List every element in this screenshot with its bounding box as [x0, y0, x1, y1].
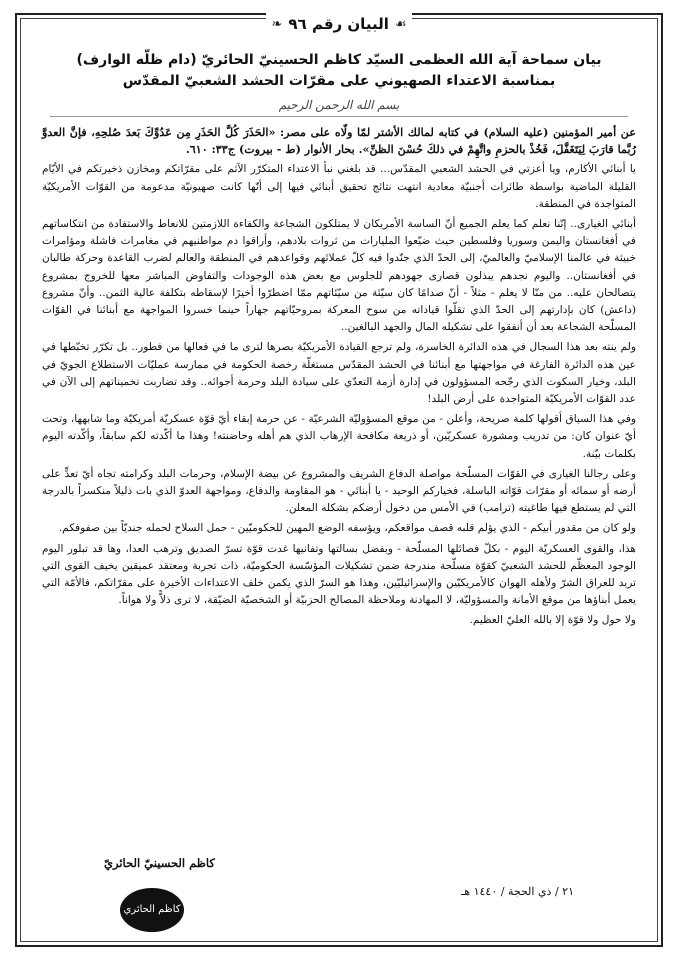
- statement-number: البيان رقم ٩٦: [288, 15, 389, 33]
- statement-number-banner: [266, 10, 412, 38]
- opening-quote: عن أمير المؤمنين (عليه السلام) في كتابه لمالك الأشتر لمّا ولّاه على مصر: «الحَذَرَ كُلَّ الحَذَرِ مِن عَدُوِّكَ بَعدَ صُلحِهِ، فإنَّ العدوَّ رُبَّما قارَبَ لِيَتَغَفَّلَ، فَخُذْ بالحزمِ واتَّهِمْ في ذلكَ حُسْنَ الظنِّ». بحار الأنوار (ط - بيروت) ج٣٣: ٦١٠.: [42, 125, 636, 157]
- signature-name: كاظم الحسينيّ الحائريّ: [104, 856, 215, 870]
- official-seal: [120, 888, 184, 932]
- paragraph: وعلى رجالنا الغيارى في القوّات المسلّحة مواصلة الدفاع الشريف والمشروع عن بيضة الإسلام، وحرمات البلد وكرامته تجاه أيّ تعدٍّ على أرضه أو سمائه أو مقرّات قوّاته الباسلة، فخياركم الوحيد - يا أبنائي - هو المقاومة والدفاع، ومواجهة العدوّ الذي بات ذليلاً منكسراً بالدرجة التي لم يستطع فيها طاغيته (ترامب) في الأمس من دخول أرضكم بشكله المعلن.: [42, 467, 636, 515]
- closing-line: ولا حول ولا قوّة إلا بالله العليّ العظيم.: [469, 614, 636, 627]
- seal-text: كاظم الحائري: [123, 904, 181, 915]
- title-line-1: بيان سماحة آية الله العظمى السيّد كاظم الحسينيّ الحائريّ (دام ظلّه الوارف): [76, 52, 602, 68]
- basmala-calligraphy: بسم الله الرحمن الرحيم: [278, 98, 400, 112]
- title-line-2: بمناسبة الاعتداء الصهيوني على مقرّات الحشد الشعبيّ المقدّس: [122, 73, 556, 89]
- title-divider: [50, 116, 628, 117]
- paragraph: هذا، والقوى العسكريّة اليوم - بكلّ فصائلها المسلّحة - وبفضل بسالتها وتفانيها غدت قوّة تسرّ الصديق وترهب العدا، وها قد تبلور اليوم الوجود المعظّم للحشد الشعبيّ كقوّة مسلّحة مندرجة ضمن تشكيلات المؤسّسة الحكوميّة، ذات تجربة ومعتقد عميقين يخيف القوى التي تريد للعراق الشرّ ولأهله الهوان كالأمريكيّين والإسرائيليّين، وهذا هو السرّ الذي يكمن خلف الاعتداءات الأخيرة على مقرّاتكم، فالأمّة التي يعمل أبناؤها من موقع الأمانة والمسؤوليّة، لا المهادنة وملاحظة المصالح الحزبيّة أو الشخصيّة الضيّقة، لا ترى ذلاًّ ولا هواناً.: [42, 542, 636, 607]
- title-block: [38, 50, 640, 92]
- statement-body: [42, 124, 636, 633]
- paragraph: وفي هذا السياق أقولها كلمة صريحة، وأعلن - من موقع المسؤوليّة الشرعيّة - عن حرمة إبقاء أيّ قوّة عسكريّة أمريكيّة وما شابهها، وتحت أيّ عنوان كان: من تدريب ومشورة عسكريّين، أو ذريعة مكافحة الإرهاب الذي هم أهله وحاضنته! وهذا ما أكّدته لكم سابقاً، وأكّدته اليوم بكلمات بيّنة.: [42, 413, 636, 460]
- paragraph: ولم ينته بعد هذا السجال في هذه الدائرة الخاسرة، ولم ترجع القيادة الأمريكيّة بصرها لترى ما في فعالها من فطور.. بل تكرّر تخبّطها في عين هذه الدائرة الفارغة في مواجهتها مع أبنائنا في الحشد المقدّس مستغلّة رخصة الحكومة في ممارسة عمليّات الاستطلاع الجويّ في البلد، وخيار السكوت الذي رجّحه المسؤولون في إدارة أزمة التعدّي على سيادة البلد وحرمة أجوائه.. وقد تضاربت تخميناتهم إلى الآن في عدد القوّات الأمريكيّة المتواجدة على أرض البلد!: [42, 341, 636, 406]
- ornament-icon: ☙: [394, 16, 407, 32]
- paragraph: ولو كان من مقدور أبيكم - الذي يؤلم قلبه قصف مواقعكم، ويؤسفه الوضع المهين للحكوميّين - حمل السلاح لحمله جنديّاً بين صفوفكم.: [58, 522, 636, 535]
- paragraph: يا أبنائي الأكارم، ويا أعزتي في الحشد الشعبي المقدّس... قد بلغني نبأ الاعتداء المتكرّر الآثم على مقرّاتكم ومخازن ذخيرتكم في الأيّام القليلة الماضية بواسطة طائرات أجنبيّة معادية انتهت نتائج تحقيق أبنائي فيها إلى أنّها كانت صهيونيّة مدعومة من القوّات الأمريكيّة المتواجدة في المنطقة.: [42, 163, 636, 210]
- statement-date: ٢١ / ذي الحجة / ١٤٤٠ هـ: [461, 885, 574, 898]
- ornament-icon: ❧: [271, 16, 283, 32]
- paragraph: أبنائي الغيارى.. إنّنا نعلم كما يعلم الجميع أنّ الساسة الأمريكان لا يمتلكون الشجاعة والكفاءة اللازمتين للانعاط والاستفادة من انتكاساتهم في أفغانستان واليمن وسوريا وفلسطين حيث ضيّعوا المليارات من ثروات بلادهم، وأراقوا دم مواطنيهم في مغامرات فاشلة ومؤامرات خبيثة في عالمنا الإسلاميّ والعالميّ، إلى الحدّ الذي جنّدوا فيه كلّ عملائهم وقواعدهم في المنطقة والعالم لضرب القاعدة وحركة طالبان في أفغانستان.. واليوم نجدهم يبذلون قصارى جهودهم للجلوس مع بعض هذه الوجودات والتفاوض المباشر معها للخروج بمشروع يتصالحان عليه.. من منّا لا يعلم - مثلاً - أنّ صدامًا كان سيّئة من سيّئاتهم ممّا اضطرّوا أخيرًا لإسقاطه بتكلفة عالية الثمن.. وأنّ مشروع (داعش) كان بإدارتهم إلى الحدّ الذي تقلّوا قياداته من سوح المعركة بمروحيّاتهم جهاراً حينما خسروا المواجهة مع أبنائنا في القوّات المسلّحة الشجاعة بعد أن أنفقوا على تشكيله المال والجهد البالغين..: [42, 218, 636, 334]
